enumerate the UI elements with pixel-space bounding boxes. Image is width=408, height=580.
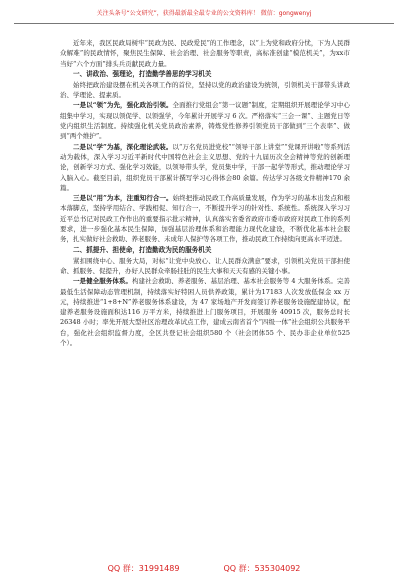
paragraph-lead: 二是以“学”为基，深化理论武装。: [73, 142, 173, 151]
section-heading: 二、抓提升、担使命，打造勤政为民的服务机关: [73, 245, 212, 254]
paragraph: [60, 193, 350, 244]
paragraph: [60, 100, 350, 141]
paragraph: 始终把政治建设摆在机关各项工作的首位，坚持以党的政治建设为统领，引领机关干部带头讲政治、学理论、提素质。: [60, 80, 350, 100]
paragraph: [60, 276, 350, 348]
paragraph: [60, 142, 350, 193]
paragraph-body: 构建社会救助、养老服务、基层治理、基本社会服务等 4 大服务体系。完善最低生活保障动态管理机制，持续落实好特困人员供养政策，累计为17183 人次发放低保金 xx 万元，持续推进“1+8+N”养老服务体系建设，为 47 家场地产开发商签订养老服务设施配建协议，配建养老服务设施面积达116 万平方米，持续推进上门服务项目，开展服务 40915 次，服务总时长26348 小时；率先开展大型社区治理改革试点工作，建成云南省首个“四级一体”社会组织公共服务平台，强化社会组织监督力度，全区共登记社会组织580 个（社会团体55 个、民办非企业单位525 个）。: [60, 277, 350, 348]
paragraph-lead: 一是健全服务体系。: [73, 277, 132, 286]
paragraph: 近年来，我区民政局树牢“民政为民、民政爱民”的工作理念，以“上为党和政府分忧，下为人民群众解难”的民政情怀，聚焦民生保障、社会治理、社会服务等职责，高标准创建“模范机关”，为xx市当好“六个方面”排头兵贡献民政力量。: [60, 39, 350, 68]
qq-group-2: QQ 群：535304092: [223, 564, 301, 573]
contact-footer: [0, 563, 408, 574]
section-heading: 一、讲政治、强理论，打造勤学善思的学习机关: [73, 69, 212, 78]
paragraph-lead: 三是以“用”为本，注重知行合一。: [73, 194, 173, 203]
paragraph-body: 始终把推动民政工作高质量发展，作为学习的基本出发点和根本落脚点，坚持学用结合、学践相促、知行合一，不断提升学习的针对性、系统性。系统深入学习习近平总书记对民政工作作出的重要指示批示精神，认真落实省委省政府市委市政府对民政工作的系列要求，进一步强化基本民生保障，加强基层治理体系和治理能力现代化建设，不断优化基本社会服务，扎实做好社会救助、养老服务、未成年人保护等各项工作，推动民政工作持续向更高水平迈进。: [60, 194, 351, 244]
document-body: [60, 38, 350, 348]
paragraph-lead: 一是以“领”为先，强化政治引领。: [73, 101, 173, 110]
paragraph: 紧扣围绕中心、服务大局，对标“让党中央放心、让人民群众满意”要求，引领机关党员干部担使命、抓服务、促提升，办好人民群众牵肠挂肚的民生大事和天天有感的关键小事。: [60, 256, 350, 275]
header-divider: [14, 23, 394, 24]
qq-group-1: QQ 群：31991489: [107, 564, 180, 573]
paragraph-body: 全面推行党组会“第一议题”制度，定期组织开展理论学习中心组集中学习，实现以领促学、以领强学，今年累计开展学习 6 次。严格落实“三会一课”、主题党日等党内组织生活制度。持续强化机关党员政治素养，铸炼党性修养引领党员干部做到“三个表率”、做到“两个维护”。: [60, 101, 350, 141]
promo-header: 关注头条号“公文研究”，获得最新最全最专业的公文资料库！ 微信：gongwenyj: [96, 10, 312, 17]
paragraph-body: 以“万名党员进党校”“领导干部上讲堂”“党课开讲啦”等系列活动为载体，深入学习习近平新时代中国特色社会主义思想、党的十九届历次全会精神等党的创新理论，创新学习方式、强化学习效能，以领导带头学，党员集中学，干部一起学等形式，推动理论学习入脑入心。截至目前，组织党员干部累计撰写学习心得体会80 余篇。传达学习各级文件精神170 余篇。: [60, 142, 350, 192]
